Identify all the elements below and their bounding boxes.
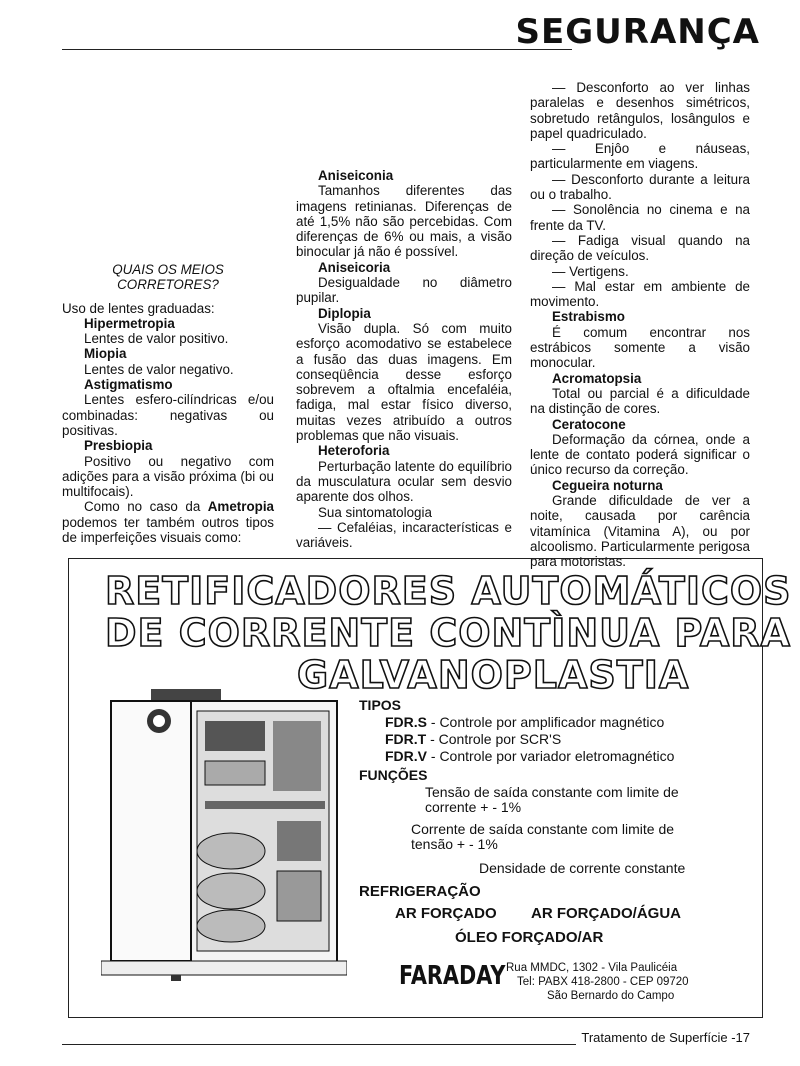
symptom-3: — Desconforto durante a leitura ou o trabalho. [530, 171, 750, 203]
text-diplopia: Visão dupla. Só com muito esforço acomodativo se estabelece a fusão das duas imagens. Em conseqüência desse esforço sobrevem a oftalmia encefaléia, fadiga, mal estar físico diverso, muitas vezes atribuído a outros problemas que não visuais. [296, 320, 512, 444]
ad-funcoes-label: FUNÇÕES [359, 767, 428, 783]
symptom-6: — Vertigens. [552, 263, 629, 279]
ad-tipo-fdr-v: FDR.V - Controle por variador eletromagnético [385, 748, 675, 764]
heading-cegueira-noturna: Cegueira noturna [552, 477, 663, 493]
heading-ceratocone: Ceratocone [552, 416, 626, 432]
closing-ametropia: Ametropia [207, 499, 274, 515]
text-ceratocone: Deformação da córnea, onde a lente de contato poderá significar o único recurso da correção. [530, 431, 750, 478]
text-aniseiconia: Tamanhos diferentes das imagens retinianas. Diferenças de até 1,5% não são percebidas. Com diferenças de 6% ou mais, a visão binocular já não é possível. [296, 183, 512, 260]
text-acromatopsia: Total ou parcial é a dificuldade na distinção de cores. [530, 385, 750, 417]
heading-aniseicoria: Aniseicoria [318, 259, 391, 275]
ad-refrigeracao-3: ÓLEO FORÇADO/AR [455, 929, 604, 946]
heading-hipermetropia: Hipermetropia [84, 315, 175, 331]
text-presbiopia: Positivo ou negativo com adições para a visão próxima (bi ou multifocais). [62, 453, 274, 500]
heading-presbiopia: Presbiopia [84, 438, 153, 454]
ad-tipo-fdr-s: FDR.S - Controle por amplificador magnético [385, 714, 665, 730]
question-line-2: CORRETORES? [117, 277, 219, 293]
text-heteroforia: Perturbação latente do equilíbrio da musculatura ocular sem desvio aparente dos olhos. [296, 458, 512, 505]
ad-headline-2: DE CORRENTE CONTÌNUA PARA [105, 611, 791, 655]
ad-address-2: Tel: PABX 418-2800 - CEP 09720 [517, 976, 689, 988]
header-rule [62, 49, 572, 50]
heading-miopia: Miopia [84, 346, 127, 362]
faraday-logo: FARADAY [399, 961, 506, 991]
ad-refrigeracao-label: REFRIGERAÇÃO [359, 883, 481, 900]
closing-paragraph [62, 499, 274, 545]
footer-rule [62, 1044, 576, 1045]
footer-page-label: Tratamento de Superfície -17 [581, 1030, 750, 1045]
ad-funcao-1b: corrente + - 1% [425, 799, 522, 815]
text-miopia: Lentes de valor negativo. [84, 361, 234, 377]
text-cegueira-noturna: Grande dificuldade de ver a noite, causada por carência vitamínica (Vitamina A), ou por alcoolismo. Particularmente perigosa para motoristas. [530, 493, 750, 570]
ad-funcao-2a: Corrente de saída constante com limite de [411, 821, 675, 837]
closing-text-a: Como no caso da [84, 499, 208, 515]
ad-headline-3: GALVANOPLASTIA [297, 653, 690, 697]
symptom-1: — Desconforto ao ver linhas paralelas e desenhos simétricos, sobretudo retângulos, losângulos e papel quadriculado. [530, 80, 750, 141]
symptom-4: — Sonolência no cinema e na frente da TV. [530, 202, 750, 233]
ad-address-3: São Bernardo do Campo [547, 990, 675, 1002]
ad-tipos-label: TIPOS [359, 697, 402, 713]
column-2 [296, 168, 512, 550]
heading-acromatopsia: Acromatopsia [552, 370, 642, 386]
ad-refrigeracao-1: AR FORÇADO [395, 905, 497, 922]
heading-aniseiconia: Aniseiconia [318, 168, 394, 183]
ad-tipo-fdr-t: FDR.T - Controle por SCR'S [385, 731, 562, 747]
ad-refrigeracao-2: AR FORÇADO/ÁGUA [531, 905, 681, 922]
question-line-1: QUAIS OS MEIOS [112, 262, 224, 277]
advertisement-box [68, 558, 792, 1018]
heading-heteroforia: Heteroforia [318, 443, 390, 459]
column-3 [530, 80, 750, 570]
symptom-5: — Fadiga visual quando na direção de veículos. [530, 232, 750, 264]
column-1 [62, 262, 274, 545]
symptom-2: — Enjôo e náuseas, particularmente em viagens. [530, 141, 750, 172]
text-estrabismo: É comum encontrar nos estrábicos somente a visão monocular. [530, 324, 750, 371]
heading-astigmatismo: Astigmatismo [84, 377, 173, 393]
text-cefaleias: — Cefaléias, incaracterísticas e variáveis. [296, 519, 512, 551]
rectifier-cabinet-illustration [101, 681, 347, 981]
text-aniseicoria: Desigualdade no diâmetro pupilar. [296, 275, 512, 306]
ad-funcao-3: Densidade de corrente constante [479, 860, 686, 876]
heading-diplopia: Diplopia [318, 305, 371, 321]
ad-headline-1: RETIFICADORES AUTOMÁTICOS [105, 569, 792, 613]
symptom-7: — Mal estar em ambiente de movimento. [530, 278, 750, 310]
intro-text: Uso de lentes graduadas: [62, 300, 215, 316]
ad-address-1: Rua MMDC, 1302 - Vila Paulicéia [506, 962, 678, 974]
ad-funcao-1a: Tensão de saída constante com limite de [425, 784, 679, 800]
text-sintomatologia: Sua sintomatologia [318, 504, 432, 520]
section-title: SEGURANÇA [515, 12, 760, 52]
closing-text-c: podemos ter também outros tipos de imperfeições visuais como: [62, 514, 274, 546]
text-astigmatismo: Lentes esfero-cilíndricas e/ou combinadas: negativas ou positivas. [62, 392, 274, 438]
ad-funcao-2b: tensão + - 1% [411, 836, 498, 852]
text-hipermetropia: Lentes de valor positivo. [84, 331, 229, 347]
heading-estrabismo: Estrabismo [552, 309, 625, 325]
